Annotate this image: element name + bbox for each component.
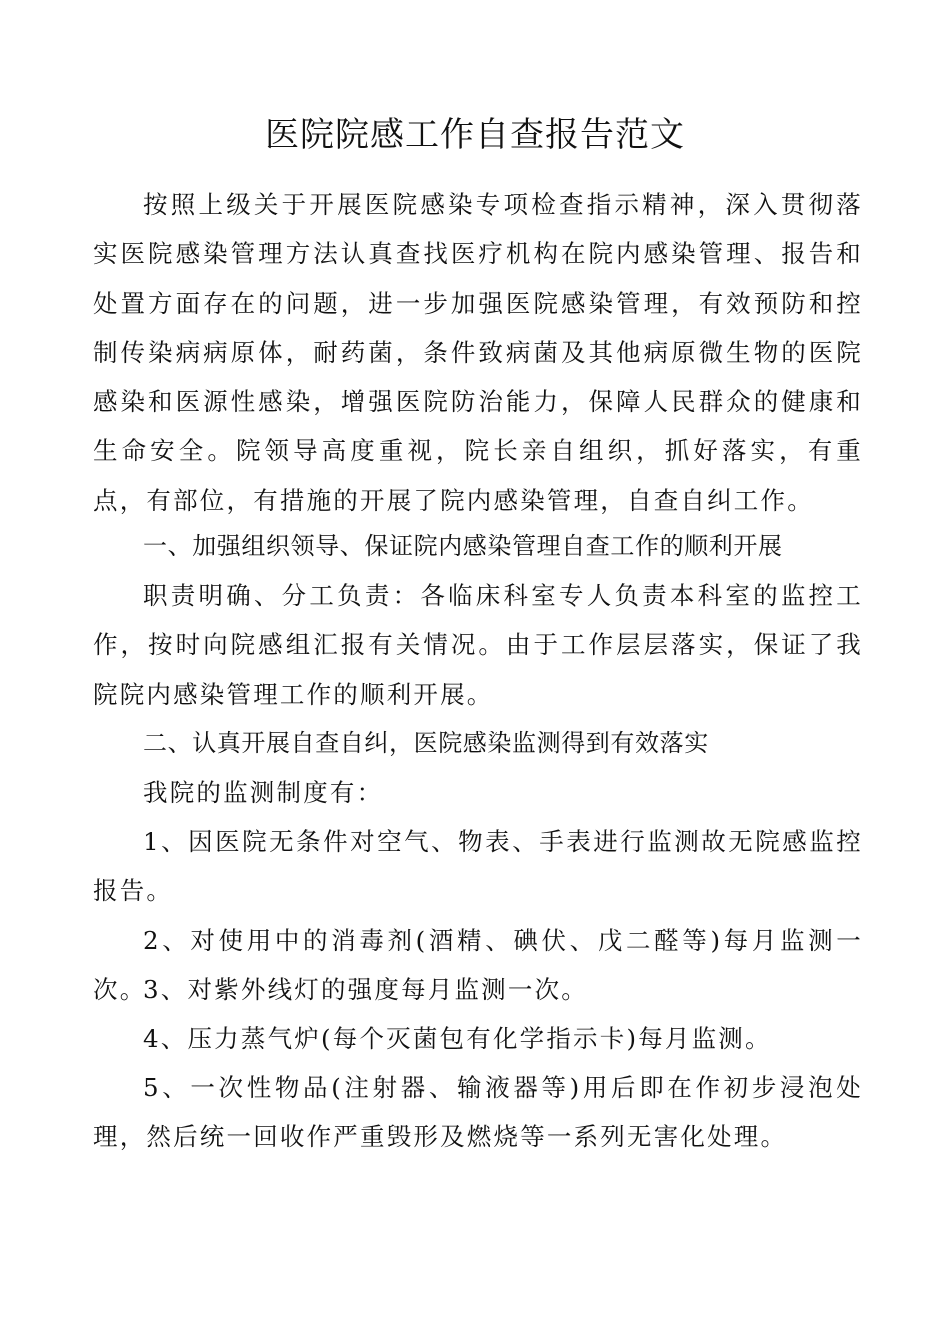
section-1-paragraph: 职责明确、分工负责：各临床科室专人负责本科室的监控工作，按时向院感组汇报有关情况。由于工作层层落实，保证了我院院内感染管理工作的顺利开展。 bbox=[93, 581, 863, 709]
document-title: 医院院感工作自查报告范文 bbox=[265, 115, 685, 155]
list-item-4: 4、压力蒸气炉(每个灭菌包有化学指示卡)每月监测。 bbox=[143, 1024, 772, 1053]
list-item-5: 5、一次性物品(注射器、输液器等)用后即在作初步浸泡处理，然后统一回收作严重毁形及燃烧等一系列无害化处理。 bbox=[93, 1073, 863, 1152]
intro-paragraph: 按照上级关于开展医院感染专项检查指示精神，深入贯彻落实医院感染管理方法认真查找医疗机构在院内感染管理、报告和处置方面存在的问题，进一步加强医院感染管理，有效预防和控制传染病病原体，耐药菌，条件致病菌及其他病原微生物的医院感染和医源性感染，增强医院防治能力，保障人民群众的健康和生命安全。院领导高度重视，院长亲自组织，抓好落实，有重点，有部位，有措施的开展了院内感染管理，自查自纠工作。 bbox=[93, 190, 863, 515]
section-2-lead: 我院的监测制度有： bbox=[143, 778, 384, 807]
list-item-1: 1、因医院无条件对空气、物表、手表进行监测故无院感监控报告。 bbox=[93, 827, 863, 906]
section-2-heading: 二、认真开展自查自纠，医院感染监测得到有效落实 bbox=[143, 729, 709, 757]
section-1-heading: 一、加强组织领导、保证院内感染管理自查工作的顺利开展 bbox=[143, 532, 783, 560]
list-item-3: 3、对紫外线灯的强度每月监测一次。 bbox=[143, 975, 588, 1004]
list-item-2: 2、对使用中的消毒剂(酒精、碘伏、戊二醛等)每月监测一次。 bbox=[93, 926, 863, 1005]
